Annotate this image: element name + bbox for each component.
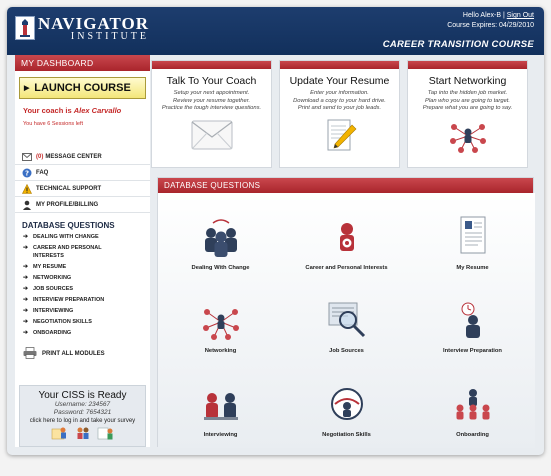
card-line: Enter your information. [310, 90, 369, 96]
survey-person-icon [51, 426, 69, 440]
printer-icon [23, 347, 37, 361]
db-tile-negotiation-skills[interactable] [284, 378, 409, 438]
course-expires: Course Expires: 04/29/2010 [447, 22, 534, 29]
db-tile-interview-preparation[interactable] [410, 294, 535, 354]
card-line: Print and send to your job leads. [297, 105, 382, 111]
card-title: Update Your Resume [289, 75, 390, 87]
arrow-right-icon: ➔ [23, 286, 29, 292]
dashboard-title: MY DASHBOARD [15, 55, 150, 71]
sidebar-item-faq[interactable] [15, 165, 150, 181]
db-tile-label: Networking [204, 348, 237, 354]
db-item-label: ONBOARDING [33, 330, 72, 336]
ciss-title: Your CISS is Ready [38, 390, 127, 401]
interests-icon [284, 211, 409, 257]
course-title: CAREER TRANSITION COURSE [382, 39, 534, 50]
sidebar-item-message-center[interactable] [15, 149, 150, 165]
db-tile-job-sources[interactable] [284, 294, 409, 354]
sidebar-item-technical-support[interactable] [15, 181, 150, 197]
db-tile-label: Dealing With Change [191, 265, 250, 271]
card-talk-to-coach[interactable] [151, 60, 272, 168]
ciss-username: Username: 234567 [54, 401, 111, 408]
db-item-label: NETWORKING [33, 275, 72, 281]
sidebar-db-item-interview-preparation[interactable] [23, 296, 150, 304]
card-title: Talk To Your Coach [166, 75, 257, 87]
card-line: Download a copy to your hard drive. [293, 97, 386, 104]
resume-icon [410, 211, 535, 257]
db-tile-label: Onboarding [456, 432, 489, 438]
launch-course-button[interactable] [19, 77, 146, 99]
arrow-right-icon: ➔ [23, 319, 29, 325]
ciss-box[interactable] [19, 385, 146, 447]
survey-chat-icon [74, 426, 92, 440]
greeting-text: Hello Alex-B | [462, 12, 505, 19]
launch-course-label: LAUNCH COURSE [34, 82, 131, 94]
sidebar-db-item-interviewing[interactable] [23, 307, 150, 315]
sidebar-item-label: MESSAGE CENTER [45, 153, 102, 160]
sessions-left: You have 6 Sessions left [23, 121, 84, 127]
interviewing-icon [158, 378, 283, 424]
card-line: Review your resume together. [172, 97, 251, 104]
coach-prefix: Your coach is [23, 106, 72, 115]
onboarding-icon [410, 378, 535, 424]
sign-out-link[interactable]: Sign Out [506, 12, 534, 19]
coach-name: Alex Carvallo [73, 106, 122, 115]
db-tile-label: Interviewing [203, 432, 238, 438]
db-tile-label: Interview Preparation [443, 348, 502, 354]
top-header [7, 7, 544, 55]
coach-line [23, 106, 150, 115]
card-title: Start Networking [428, 75, 507, 87]
card-line: Tap into the hidden job market. [427, 90, 508, 96]
arrow-right-icon: ➔ [23, 330, 29, 336]
sidebar-db-list [15, 233, 150, 337]
sidebar-item-label: TECHNICAL SUPPORT [36, 185, 102, 192]
message-icon [21, 151, 32, 162]
card-line: Plan who you are going to target. [424, 97, 511, 104]
arrow-right-icon: ➔ [23, 275, 29, 281]
sidebar [15, 55, 150, 447]
db-tile-dealing-with-change[interactable] [158, 211, 283, 271]
sidebar-db-item-dealing-with-change[interactable] [23, 233, 150, 241]
network-icon [158, 294, 283, 340]
card-description [152, 90, 271, 113]
db-item-label: INTERVIEW PREPARATION [33, 297, 105, 303]
help-icon [21, 167, 32, 178]
ciss-icons [20, 426, 145, 440]
sidebar-menu [15, 149, 150, 213]
card-description [280, 90, 399, 113]
card-top-bar [408, 61, 527, 69]
arrow-right-icon: ➔ [23, 264, 29, 270]
warning-icon [21, 183, 32, 194]
database-panel-title: DATABASE QUESTIONS [158, 178, 533, 193]
ciss-message: click here to log in and take your survey [29, 418, 136, 424]
logo-main-text: NAVIGATOR [37, 13, 149, 33]
sidebar-item-profile-billing[interactable] [15, 197, 150, 213]
resume-edit-icon [280, 119, 399, 153]
survey-group-icon [97, 426, 115, 440]
db-tile-label: Job Sources [329, 348, 364, 354]
db-tile-my-resume[interactable] [410, 211, 535, 271]
interview-prep-icon [410, 294, 535, 340]
card-line: Setup your next appointment. [173, 90, 250, 96]
sidebar-item-label: MY PROFILE/BILLING [36, 201, 99, 208]
db-item-label: INTERVIEWING [33, 308, 74, 314]
sidebar-db-item-onboarding[interactable] [23, 329, 150, 337]
app-window [7, 7, 544, 455]
user-icon [21, 199, 32, 210]
db-tile-career-interests[interactable] [284, 211, 409, 271]
card-top-bar [280, 61, 399, 69]
user-info [447, 11, 534, 31]
sidebar-db-item-negotiation-skills[interactable] [23, 318, 150, 326]
change-group-icon [158, 211, 283, 257]
lighthouse-icon [15, 16, 35, 40]
ciss-password: Password: 7654321 [53, 409, 112, 416]
sidebar-db-title: DATABASE QUESTIONS [22, 221, 115, 230]
db-item-label: NEGOTIATION SKILLS [33, 319, 92, 325]
db-item-label: MY RESUME [33, 264, 67, 270]
negotiation-icon [284, 378, 409, 424]
card-line: Practice the tough interview questions. [161, 105, 262, 111]
svg-text:?: ? [24, 169, 29, 177]
print-all-modules[interactable] [23, 347, 150, 361]
db-tile-onboarding[interactable] [410, 378, 535, 438]
card-description [408, 90, 527, 113]
sidebar-db-item-networking[interactable] [23, 274, 150, 282]
card-update-resume[interactable] [279, 60, 400, 168]
arrow-right-icon: ➔ [23, 308, 29, 314]
db-item-label: DEALING WITH CHANGE [33, 234, 99, 240]
sidebar-db-item-my-resume[interactable] [23, 263, 150, 271]
db-tile-label: Career and Personal Interests [305, 265, 388, 271]
print-label: PRINT ALL MODULES [42, 351, 105, 357]
db-tile-label: Negotiation Skills [322, 432, 371, 438]
db-tile-interviewing[interactable] [158, 378, 283, 438]
message-count: (0) [36, 153, 44, 160]
network-icon [408, 119, 527, 153]
arrow-right-icon: ➔ [23, 297, 29, 303]
job-sources-icon [284, 294, 409, 340]
logo-sub-text: INSTITUTE [70, 30, 149, 42]
db-item-label: JOB SOURCES [33, 286, 74, 292]
arrow-right-icon: ➔ [23, 234, 29, 240]
navigator-logo[interactable] [15, 13, 149, 43]
sidebar-db-item-job-sources[interactable] [23, 285, 150, 293]
db-item-label: CAREER AND PERSONAL INTERESTS [33, 245, 102, 259]
sidebar-db-item-career-interests[interactable] [23, 244, 150, 260]
arrow-right-icon: ➔ [23, 245, 29, 251]
envelope-icon [152, 119, 271, 151]
database-grid [158, 193, 535, 448]
db-tile-label: My Resume [456, 265, 489, 271]
card-start-networking[interactable] [407, 60, 528, 168]
sidebar-item-label: FAQ [36, 169, 49, 176]
db-tile-networking[interactable] [158, 294, 283, 354]
card-top-bar [152, 61, 271, 69]
card-line: Prepare what you are going to say. [422, 105, 513, 111]
play-arrow-icon: ▶ [24, 85, 30, 92]
database-questions-panel [157, 177, 534, 447]
